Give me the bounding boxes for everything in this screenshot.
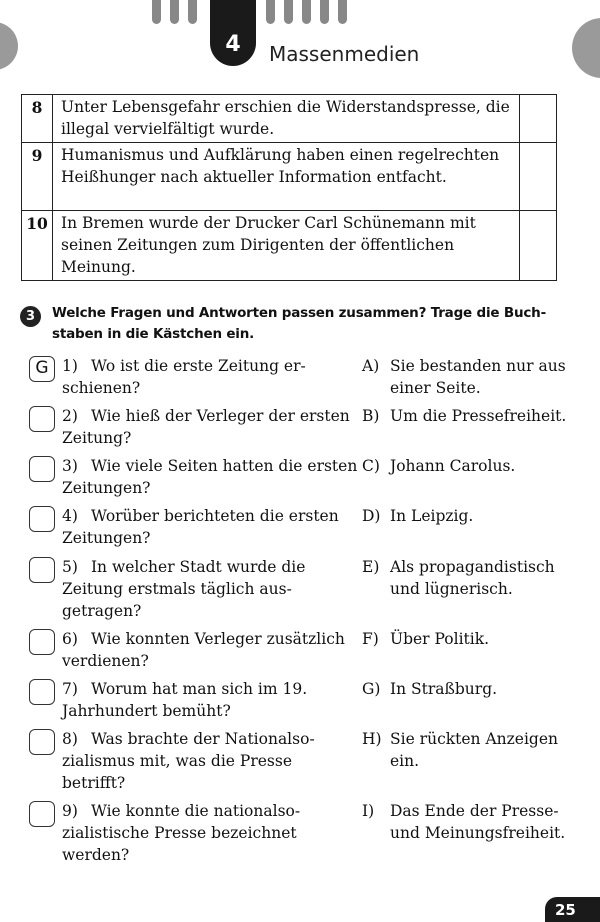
- question-text: Was brachte der Nationalsozialismus mit, was die Presse betrifft?: [62, 730, 315, 792]
- task-instruction: Welche Fragen und Antworten passen zusammen? Trage die Buchstaben in die Kästchen ein.: [52, 305, 547, 342]
- chapter-title: Massenmedien: [269, 42, 420, 66]
- question-item: [29, 455, 359, 505]
- answer-cell[interactable]: [520, 211, 557, 281]
- page-number: 25: [545, 897, 600, 922]
- question-text: Worüber berichteten die ersten Zeitungen?: [62, 507, 339, 547]
- answer-text: Johann Carolus.: [390, 457, 516, 475]
- decor-bar: [302, 0, 311, 24]
- question-label: 2): [62, 407, 78, 425]
- question-text: Wo ist die erste Zeitung erschienen?: [62, 357, 306, 397]
- answer-text: Als propagandistisch und lügnerisch.: [390, 558, 555, 598]
- question-item: [29, 800, 359, 870]
- table-row: [22, 95, 557, 143]
- question-text: Wie konnten Verleger zusätzlich verdienen?: [62, 630, 345, 670]
- answer-label: H): [362, 730, 382, 748]
- question-label: 9): [62, 802, 78, 820]
- answer-label: A): [362, 357, 380, 375]
- table-row: [22, 143, 557, 211]
- answer-text: In Straßburg.: [390, 680, 498, 698]
- decor-bar: [284, 0, 293, 24]
- answer-box[interactable]: G: [29, 356, 55, 382]
- question-item: [29, 355, 359, 405]
- answer-list: [362, 355, 582, 870]
- answer-label: C): [362, 457, 380, 475]
- row-number: 9: [22, 143, 53, 211]
- answer-item: [362, 405, 582, 455]
- question-item: [29, 628, 359, 678]
- answer-box[interactable]: [29, 456, 55, 482]
- question-label: 8): [62, 730, 78, 748]
- question-label: 4): [62, 507, 78, 525]
- question-item: [29, 405, 359, 455]
- answer-item: [362, 355, 582, 405]
- question-label: 6): [62, 630, 78, 648]
- question-text: Worum hat man sich im 19. Jahrhundert bemüht?: [62, 680, 308, 720]
- answer-label: D): [362, 507, 381, 525]
- decor-bar: [320, 0, 329, 24]
- row-text: In Bremen wurde der Drucker Carl Schünemann mit seinen Zeitungen zum Dirigenten der öffentlichen Meinung.: [53, 211, 520, 281]
- answer-item: [362, 628, 582, 678]
- answer-text: Über Politik.: [390, 630, 490, 648]
- decor-bar: [152, 0, 161, 24]
- question-text: In welcher Stadt wurde die Zeitung erstmals täglich ausgetragen?: [62, 558, 306, 620]
- answer-box[interactable]: [29, 506, 55, 532]
- answer-item: [362, 728, 582, 800]
- question-list: [29, 355, 359, 870]
- question-text: Wie hieß der Verleger der ersten Zeitung?: [62, 407, 350, 447]
- table-row: [22, 211, 557, 281]
- statements-table: [21, 94, 557, 281]
- decor-circle-right: [572, 18, 600, 78]
- answer-label: F): [362, 630, 379, 648]
- answer-item: [362, 505, 582, 556]
- question-label: 1): [62, 357, 78, 375]
- answer-label: G): [362, 680, 381, 698]
- answer-box[interactable]: [29, 679, 55, 705]
- answer-box[interactable]: [29, 801, 55, 827]
- row-text: Humanismus und Aufklärung haben einen regelrechten Heißhunger nach aktueller Information entfacht.: [53, 143, 520, 211]
- row-number: 8: [22, 95, 53, 143]
- question-text: Wie viele Seiten hatten die ersten Zeitungen?: [62, 457, 358, 497]
- question-item: [29, 556, 359, 628]
- chapter-number: 4: [225, 32, 241, 57]
- answer-label: I): [362, 802, 375, 820]
- decor-bar: [338, 0, 347, 24]
- question-label: 7): [62, 680, 78, 698]
- task-number-icon: 3: [20, 306, 41, 327]
- answer-label: B): [362, 407, 380, 425]
- answer-label: E): [362, 558, 380, 576]
- question-item: [29, 728, 359, 800]
- answer-text: In Leipzig.: [390, 507, 474, 525]
- decor-bar: [266, 0, 275, 24]
- answer-item: [362, 800, 582, 870]
- answer-box[interactable]: [29, 557, 55, 583]
- answer-box[interactable]: [29, 406, 55, 432]
- row-text: Unter Lebensgefahr erschien die Widerstandspresse, die illegal vervielfältigt wurde.: [53, 95, 520, 143]
- question-text: Wie konnte die nationalsozialistische Presse bezeichnet werden?: [62, 802, 301, 864]
- answer-text: Das Ende der Presse- und Meinungsfreiheit.: [390, 802, 566, 842]
- answer-box[interactable]: [29, 729, 55, 755]
- answer-text: Um die Pressefreiheit.: [390, 407, 567, 425]
- question-label: 3): [62, 457, 78, 475]
- decor-circle-left: [0, 22, 18, 70]
- answer-box[interactable]: [29, 629, 55, 655]
- answer-cell[interactable]: [520, 143, 557, 211]
- answer-item: [362, 455, 582, 505]
- decor-bar: [170, 0, 179, 24]
- question-item: [29, 505, 359, 556]
- row-number: 10: [22, 211, 53, 281]
- question-item: [29, 678, 359, 728]
- answer-text: Sie bestanden nur aus einer Seite.: [390, 357, 566, 397]
- answer-cell[interactable]: [520, 95, 557, 143]
- decor-bar: [188, 0, 197, 24]
- question-label: 5): [62, 558, 78, 576]
- answer-text: Sie rückten Anzeigen ein.: [390, 730, 559, 770]
- answer-item: [362, 678, 582, 728]
- answer-item: [362, 556, 582, 628]
